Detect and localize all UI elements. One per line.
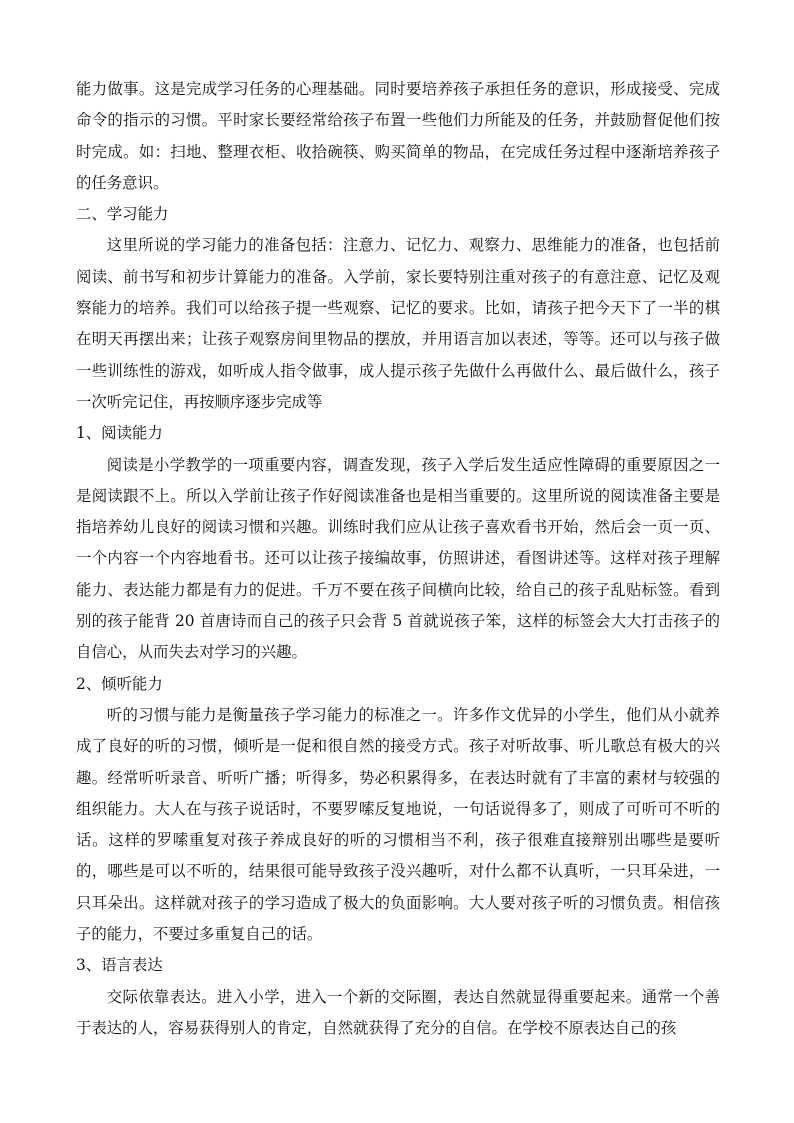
- paragraph-reading-ability: 阅读是小学教学的一项重要内容，调查发现，孩子入学后发生适应性障碍的重要原因之一是阅读跟不上。所以入学前让孩子作好阅读准备也是相当重要的。这里所说的阅读准备主要是指培养幼儿良好的阅读习惯和兴趣。训练时我们应从让孩子喜欢看书开始，然后会一页一页、一个内容一个内容地看书。还可以让孩子接编故事，仿照讲述，看图讲述等。这样对孩子理解能力、表达能力都是有力的促进。千万不要在孩子间横向比较，给自己的孩子乱贴标签。看到别的孩子能背 20 首唐诗而自己的孩子只会背 5 首就说孩子笨，这样的标签会大大打击孩子的自信心，从而失去对学习的兴趣。: [76, 455, 720, 662]
- paragraph-language-expression: 交际依靠表达。进入小学，进入一个新的交际圈，表达自然就显得重要起来。通常一个善于表达的人，容易获得别人的肯定，自然就获得了充分的自信。在学校不原表达自己的孩: [76, 987, 720, 1037]
- paragraph-listening-ability: 听的习惯与能力是衡量孩子学习能力的标准之一。许多作文优异的小学生，他们从小就养成了良好的听的习惯，倾听是一促和很自然的接受方式。孩子对听故事、听儿歌总有极大的兴趣。经常听听录音、听听广播；听得多，势必积累得多，在表达时就有了丰富的素材与较强的组织能力。大人在与孩子说话时，不要罗嗦反复地说，一句话说得多了，则成了可听可不听的话。这样的罗嗦重复对孩子养成良好的听的习惯相当不利，孩子很难直接辩别出哪些是要听的，哪些是可以不听的，结果很可能导致孩子没兴趣听，对什么都不认真听，一只耳朵进，一只耳朵出。这样就对孩子的学习造成了极大的负面影响。大人要对孩子听的习惯负责。相信孩子的能力，不要过多重复自己的话。: [76, 705, 720, 944]
- subheading-language-expression: 3、语言表达: [76, 956, 163, 975]
- subheading-listening-ability: 2、倾听能力: [76, 674, 163, 693]
- subheading-reading-ability: 1、阅读能力: [76, 424, 163, 443]
- paragraph-task-awareness: 能力做事。这是完成学习任务的心理基础。同时要培养孩子承担任务的意识，形成接受、完成命令的指示的习惯。平时家长要经常给孩子布置一些他们力所能及的任务，并鼓励督促他们按时完成。如：扫地、整理衣柜、收拾碗筷、购买简单的物品，在完成任务过程中逐渐培养孩子的任务意识。: [76, 80, 720, 192]
- document-body: [76, 74, 720, 1044]
- paragraph-learning-ability: 这里所说的学习能力的准备包括：注意力、记忆力、观察力、思维能力的准备，也包括前阅读、前书写和初步计算能力的准备。入学前，家长要特别注重对孩子的有意注意、记忆及观察能力的培养。我们可以给孩子提一些观察、记忆的要求。比如，请孩子把今天下了一半的棋在明天再摆出来；让孩子观察房间里物品的摆放，并用语言加以表述，等等。还可以与孩子做一些训练性的游戏，如听成人指令做事，成人提示孩子先做什么再做什么、最后做什么，孩子一次听完记住，再按顺序逐步完成等: [76, 236, 720, 411]
- section-heading-learning-ability: 二、学习能力: [76, 205, 169, 224]
